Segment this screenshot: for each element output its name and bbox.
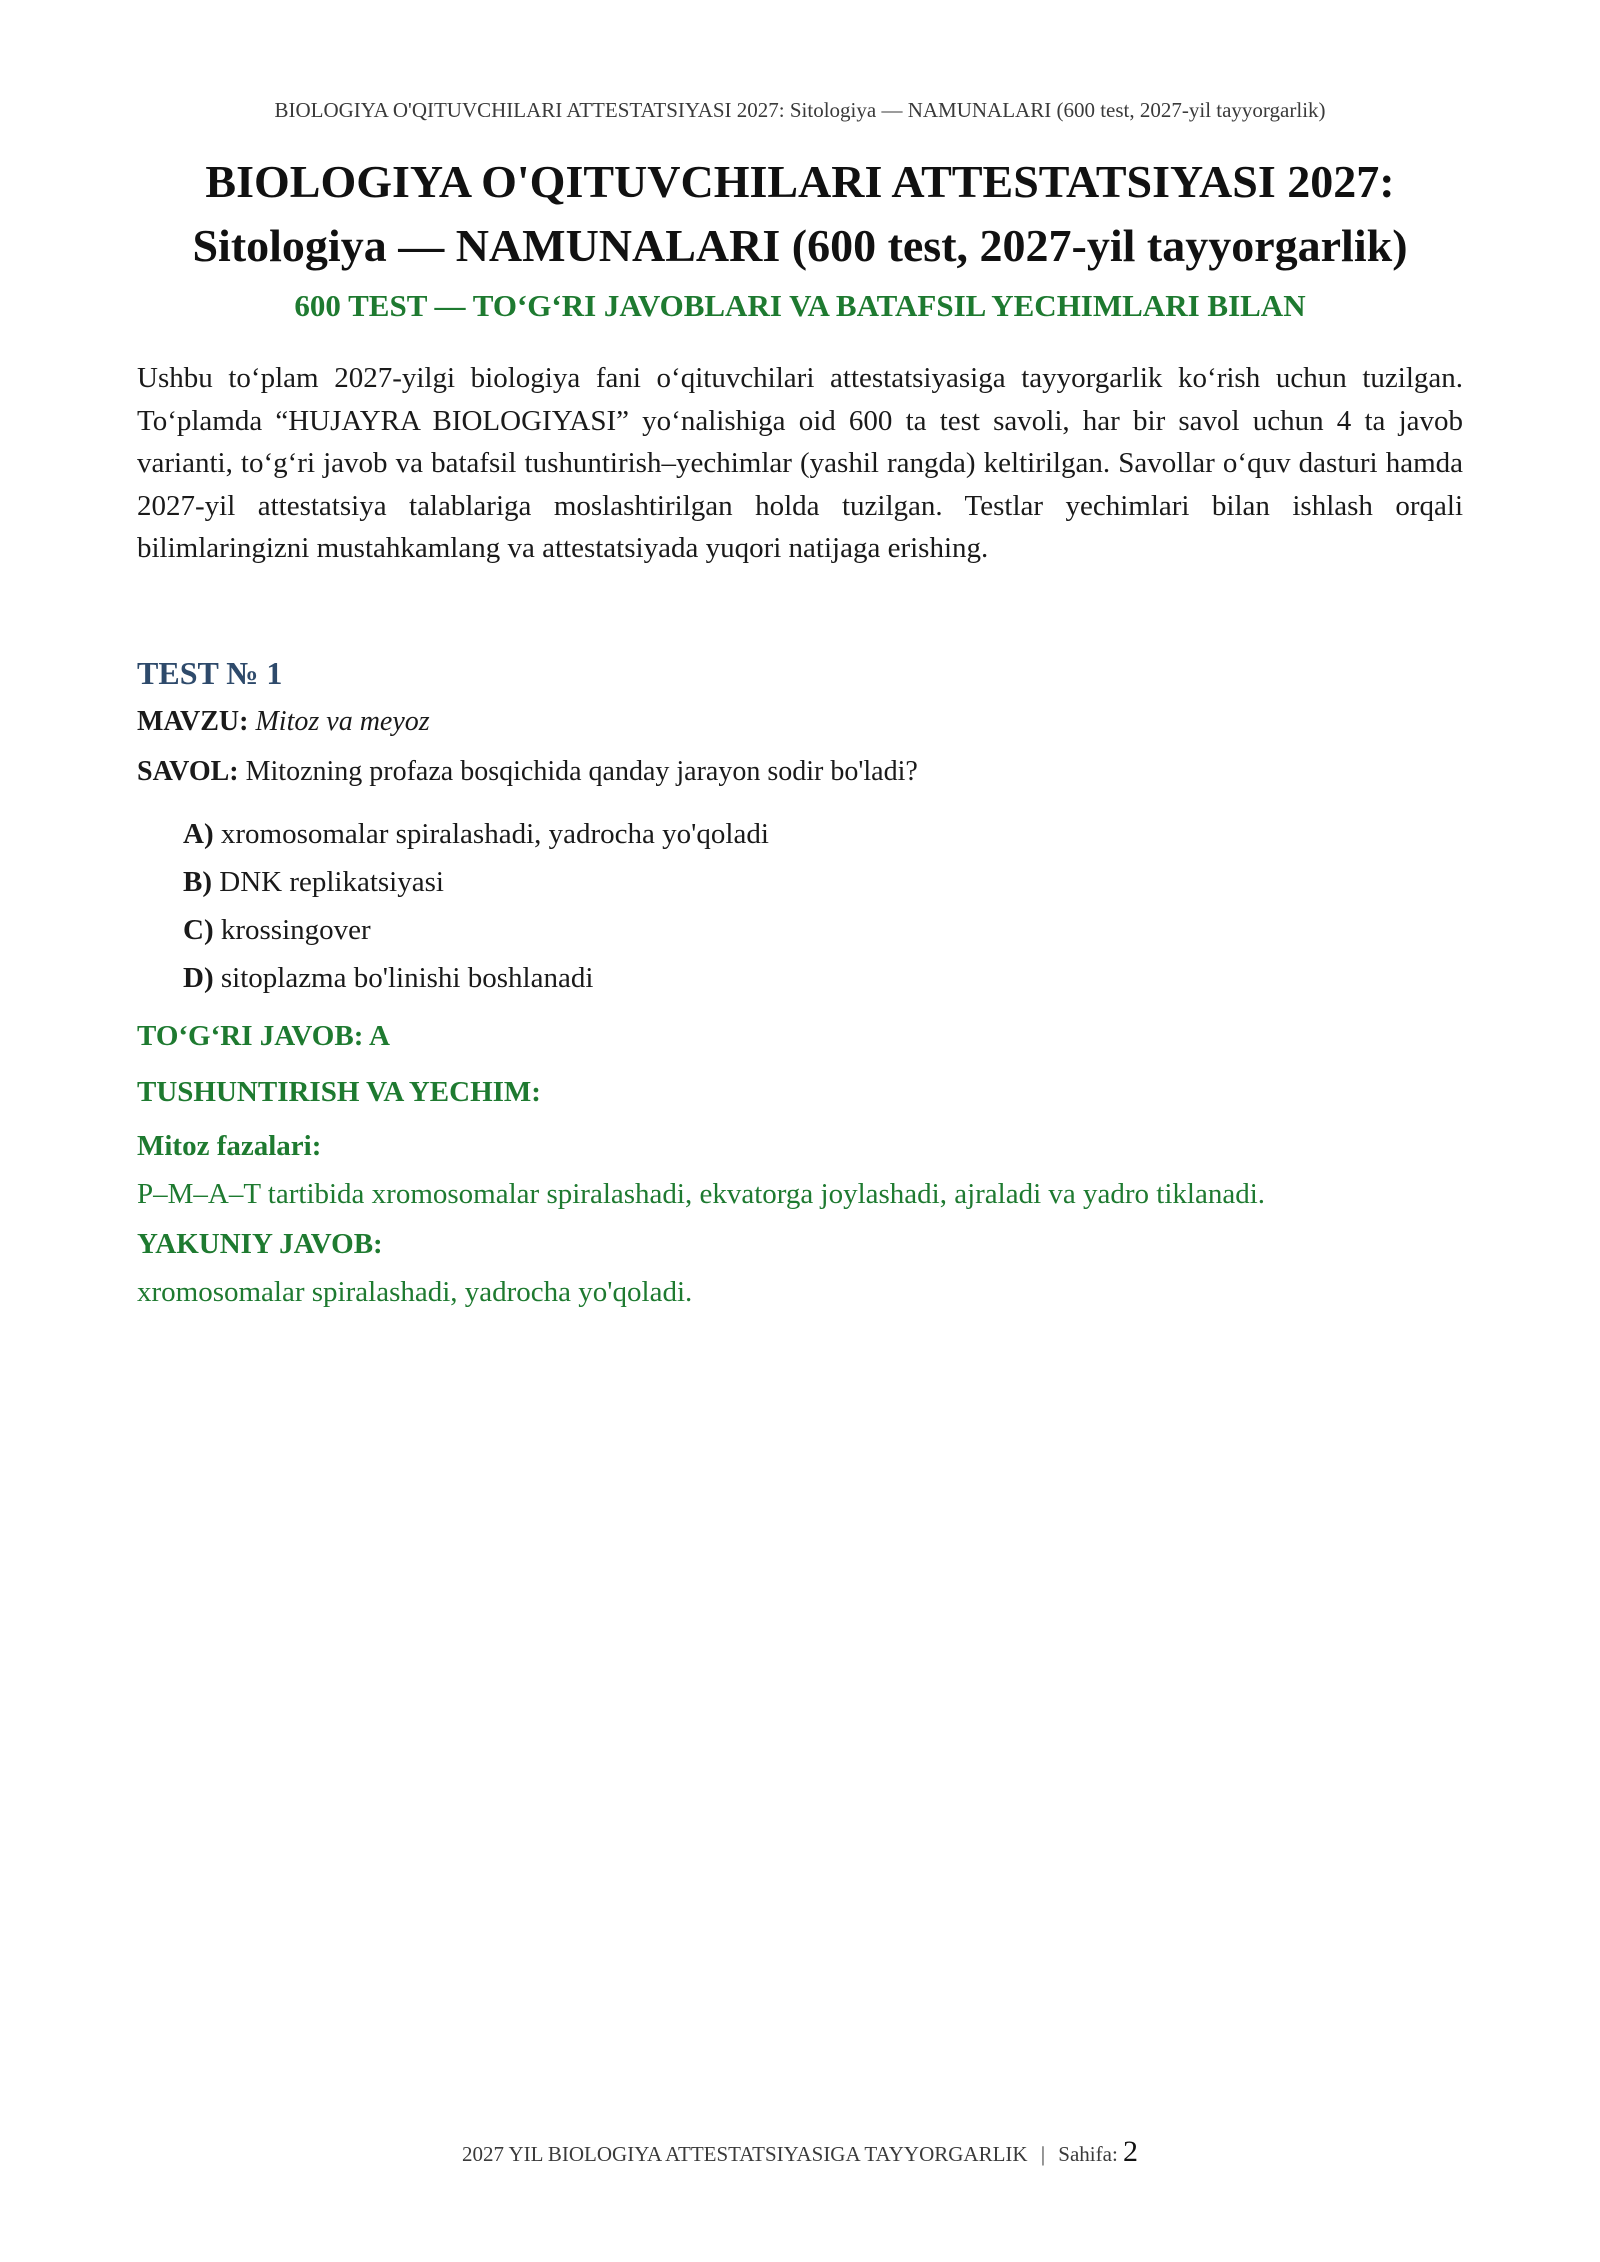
topic-label: MAVZU: — [137, 706, 249, 737]
option-d — [183, 954, 1463, 1002]
document-title — [100, 150, 1500, 278]
final-answer-heading: YAKUNIY JAVOB: — [137, 1228, 383, 1260]
final-answer-text: xromosomalar spiralashadi, yadrocha yo'qoladi. — [137, 1276, 693, 1308]
option-text: sitoplazma bo'linishi boshlanadi — [220, 962, 594, 994]
option-letter: D) — [183, 962, 214, 994]
explanation-heading: TUSHUNTIRISH VA YECHIM: — [137, 1076, 541, 1108]
question-line — [137, 752, 1463, 792]
footer-separator: | — [1040, 2142, 1046, 2166]
topic-line — [137, 702, 1463, 742]
option-c — [183, 906, 1463, 954]
option-letter: B) — [183, 866, 212, 898]
correct-answer: TO‘G‘RI JAVOB: A — [137, 1020, 390, 1052]
test-block — [137, 648, 1463, 1314]
option-b — [183, 858, 1463, 906]
explanation-subheading: Mitoz fazalari: — [137, 1130, 322, 1162]
footer-text: 2027 YIL BIOLOGIYA ATTESTATSIYASIGA TAYYORGARLIK — [461, 2142, 1028, 2166]
question-text: Mitozning profaza bosqichida qanday jarayon sodir bo'ladi? — [245, 756, 918, 787]
answer-options — [183, 810, 1463, 1002]
option-a — [183, 810, 1463, 858]
page-footer — [0, 2135, 1600, 2169]
option-text: xromosomalar spiralashadi, yadrocha yo'qoladi — [220, 818, 769, 850]
option-text: krossingover — [220, 914, 371, 946]
test-heading: TEST № 1 — [137, 655, 283, 691]
title-line-1: BIOLOGIYA O'QITUVCHILARI ATTESTATSIYASI 2027: — [205, 156, 1395, 207]
document-subtitle: 600 TEST — TO‘G‘RI JAVOBLARI VA BATAFSIL YECHIMLARI BILAN — [294, 288, 1306, 323]
explanation-text: P–M–A–T tartibida xromosomalar spiralashadi, ekvatorga joylashadi, ajraladi va yadro tiklanadi. — [137, 1178, 1266, 1210]
option-letter: A) — [183, 818, 214, 850]
option-letter: C) — [183, 914, 214, 946]
page-number: 2 — [1123, 2135, 1139, 2168]
option-text: DNK replikatsiyasi — [219, 866, 444, 898]
running-header: BIOLOGIYA O'QITUVCHILARI ATTESTATSIYASI 2027: Sitologiya — NAMUNALARI (600 test, 2027-yil tayyorgarlik) — [274, 98, 1326, 122]
question-label: SAVOL: — [137, 756, 239, 787]
page-label: Sahifa: — [1058, 2142, 1118, 2166]
title-line-2: Sitologiya — NAMUNALARI (600 test, 2027-yil tayyorgarlik) — [192, 220, 1408, 271]
intro-paragraph: Ushbu to‘plam 2027-yilgi biologiya fani o‘qituvchilari attestatsiyasiga tayyorgarlik ko‘rish uchun tuzilgan. To‘plamda “HUJAYRA BIOLOGIYASI” yo‘nalishiga oid 600 ta test savoli, har bir savol uchun 4 ta javob varianti, to‘g‘ri javob va batafsil tushuntirish–yechimlar (yashil rangda) keltirilgan. Savollar o‘quv dasturi hamda 2027-yil attestatsiya talablariga moslashtirilgan holda tuzilgan. Testlar yechimlari bilan ishlash orqali bilimlaringizni mustahkamlang va attestatsiyada yuqori natijaga erishing. — [137, 362, 1463, 564]
topic-value: Mitoz va meyoz — [255, 706, 430, 737]
